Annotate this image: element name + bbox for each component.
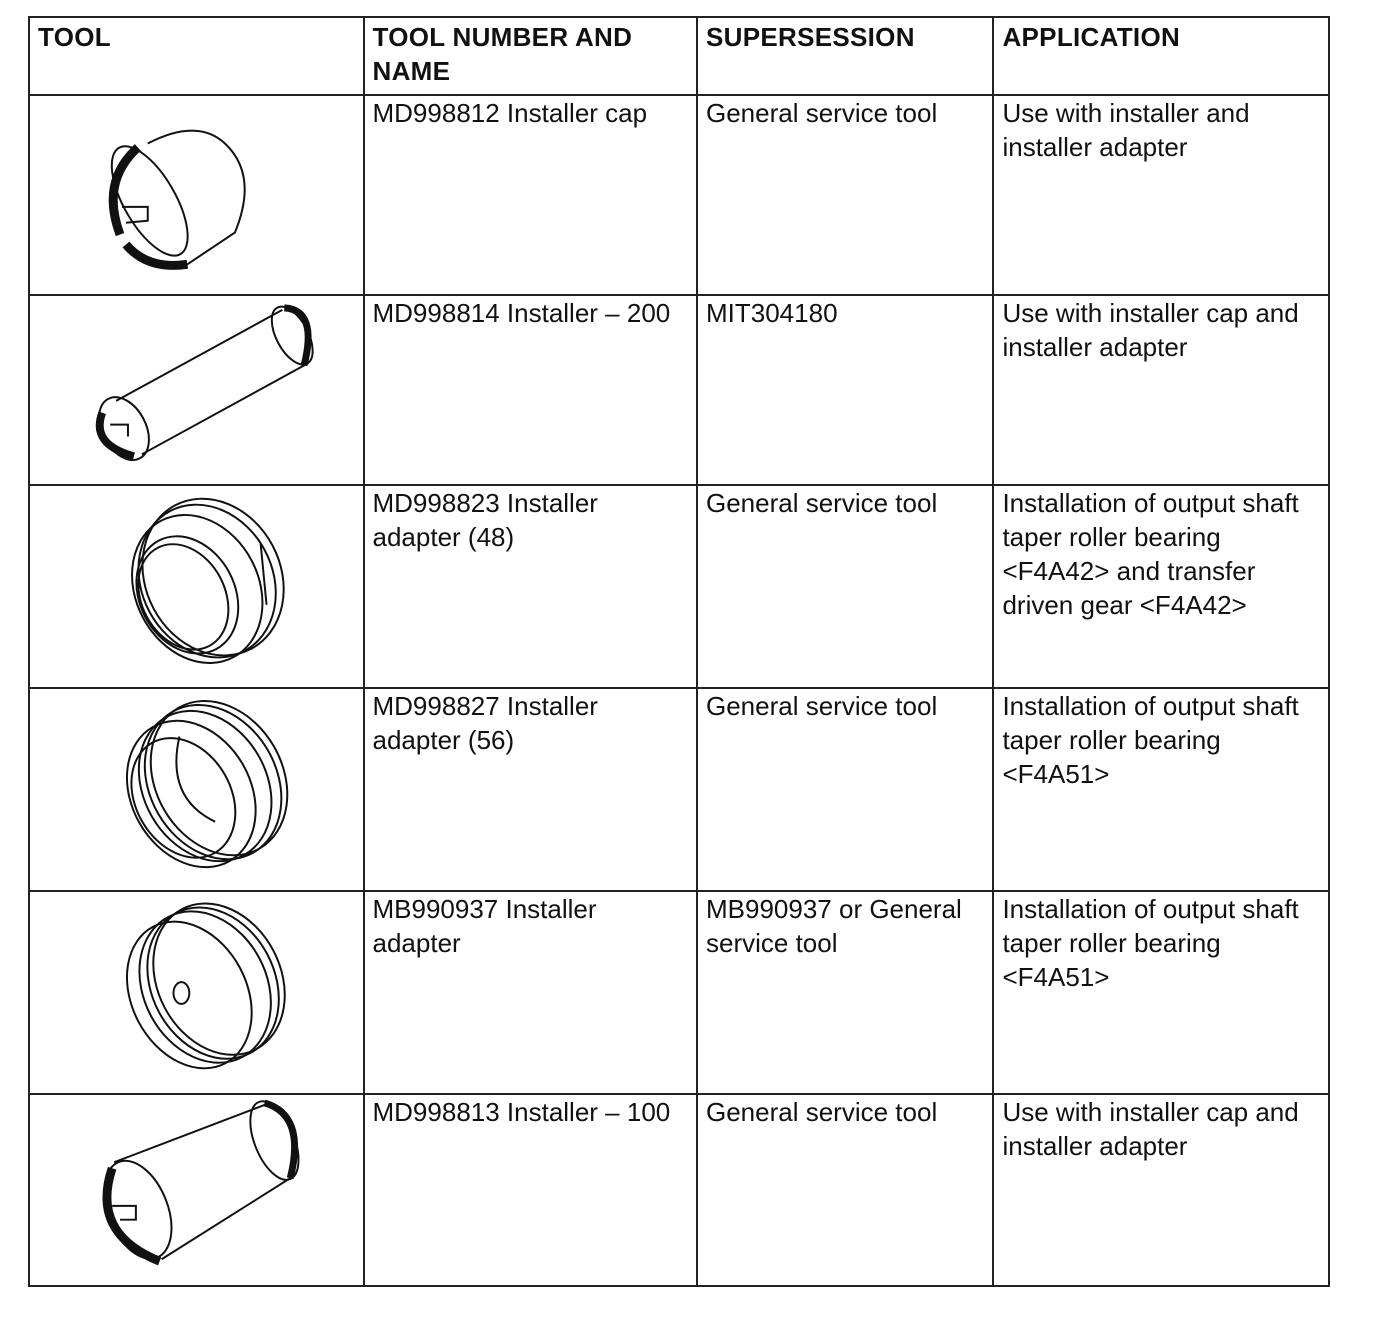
supersession: General service tool <box>697 1094 993 1286</box>
application: Use with installer and installer adapter <box>993 95 1329 295</box>
table-row <box>29 1094 1329 1286</box>
installer-adapter-disc-icon <box>30 892 363 1093</box>
header-application: APPLICATION <box>993 17 1329 95</box>
tool-illustration-cell <box>29 485 364 688</box>
table-header-row <box>29 17 1329 95</box>
tool-number-and-name: MD998827 Installer adapter (56) <box>364 688 698 891</box>
installer-adapter-48-icon <box>30 486 363 687</box>
installer-200-icon <box>30 296 363 484</box>
header-tool-number-and-name: TOOL NUMBER AND NAME <box>364 17 698 95</box>
application: Installation of output shaft taper roller bearing <F4A42> and transfer driven gear <F4A42> <box>993 485 1329 688</box>
application: Use with installer cap and installer adapter <box>993 295 1329 485</box>
table-row <box>29 485 1329 688</box>
tool-illustration-cell <box>29 295 364 485</box>
supersession: General service tool <box>697 485 993 688</box>
special-tools-table <box>28 16 1330 1287</box>
tool-number-and-name: MD998813 Installer – 100 <box>364 1094 698 1286</box>
table-row <box>29 295 1329 485</box>
tool-illustration-cell <box>29 1094 364 1286</box>
tool-illustration-cell <box>29 688 364 891</box>
tool-number-and-name: MD998814 Installer – 200 <box>364 295 698 485</box>
tool-illustration-cell <box>29 891 364 1094</box>
header-supersession: SUPERSESSION <box>697 17 993 95</box>
installer-cap-icon <box>30 96 363 294</box>
supersession: MB990937 or General service tool <box>697 891 993 1094</box>
tool-illustration-cell <box>29 95 364 295</box>
tool-number-and-name: MD998812 Installer cap <box>364 95 698 295</box>
application: Installation of output shaft taper roller bearing <F4A51> <box>993 688 1329 891</box>
table-row <box>29 95 1329 295</box>
application: Use with installer cap and installer adapter <box>993 1094 1329 1286</box>
supersession: General service tool <box>697 688 993 891</box>
installer-adapter-56-icon <box>30 689 363 890</box>
installer-100-icon <box>30 1095 363 1285</box>
table-row <box>29 688 1329 891</box>
supersession: MIT304180 <box>697 295 993 485</box>
application: Installation of output shaft taper roller bearing <F4A51> <box>993 891 1329 1094</box>
table-row <box>29 891 1329 1094</box>
supersession: General service tool <box>697 95 993 295</box>
tool-number-and-name: MB990937 Installer adapter <box>364 891 698 1094</box>
header-tool: TOOL <box>29 17 364 95</box>
tool-number-and-name: MD998823 Installer adapter (48) <box>364 485 698 688</box>
